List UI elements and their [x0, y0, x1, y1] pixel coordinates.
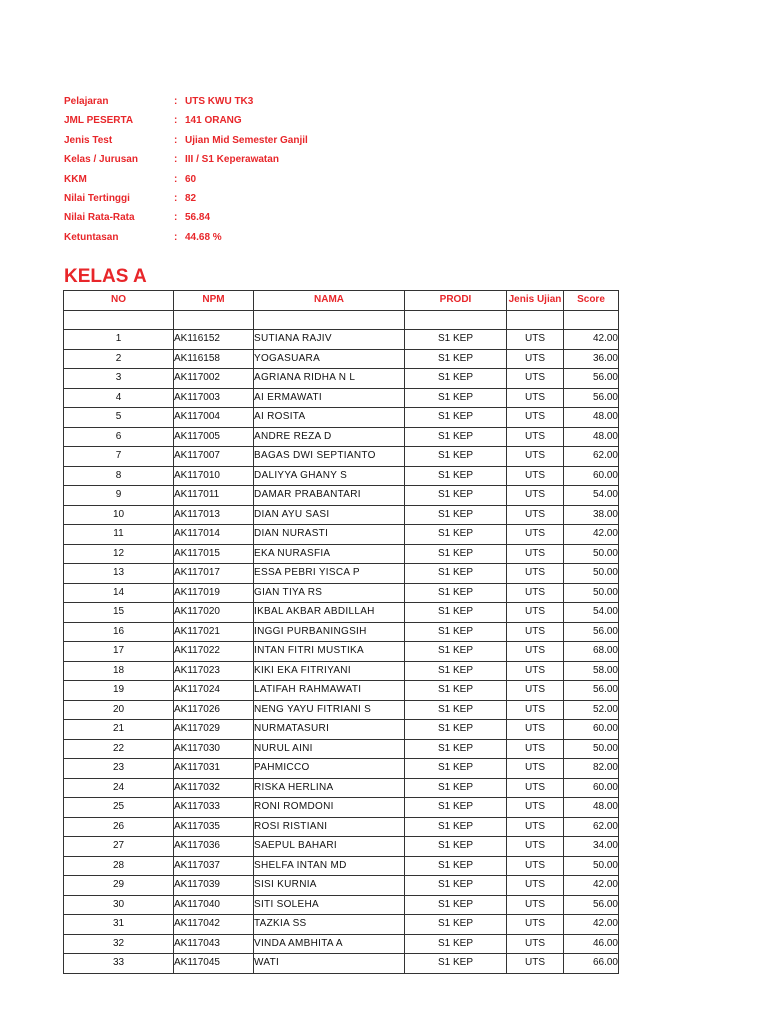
cell-jenis-ujian: UTS	[507, 349, 564, 369]
cell-prodi: S1 KEP	[405, 642, 507, 662]
cell-score: 34.00	[564, 837, 619, 857]
table-row	[64, 408, 619, 428]
cell-no: 32	[64, 934, 174, 954]
table-row	[64, 642, 619, 662]
table-row	[64, 486, 619, 506]
cell-no: 18	[64, 661, 174, 681]
table-row	[64, 778, 619, 798]
cell-npm: AK117037	[174, 856, 254, 876]
cell-score: 48.00	[564, 427, 619, 447]
cell-no: 19	[64, 681, 174, 701]
cell-score: 42.00	[564, 525, 619, 545]
cell-nama: INGGI PURBANINGSIH	[254, 622, 405, 642]
cell-score: 50.00	[564, 739, 619, 759]
info-value: 56.84	[185, 212, 211, 224]
cell-no: 16	[64, 622, 174, 642]
cell-jenis-ujian: UTS	[507, 369, 564, 389]
info-value: 60	[185, 173, 197, 185]
table-row	[64, 603, 619, 623]
table-row	[64, 544, 619, 564]
table-row	[64, 915, 619, 935]
cell-npm: AK117042	[174, 915, 254, 935]
cell-npm: AK117004	[174, 408, 254, 428]
cell-nama: ESSA PEBRI YISCA P	[254, 564, 405, 584]
table-row	[64, 388, 619, 408]
cell-npm: AK117032	[174, 778, 254, 798]
table-row	[64, 622, 619, 642]
cell-nama: DALIYYA GHANY S	[254, 466, 405, 486]
table-row	[64, 759, 619, 779]
cell-nama: VINDA AMBHITA A	[254, 934, 405, 954]
cell-npm: AK117013	[174, 505, 254, 525]
cell-no: 11	[64, 525, 174, 545]
cell-npm: AK117023	[174, 661, 254, 681]
cell-score: 56.00	[564, 369, 619, 389]
cell-jenis-ujian: UTS	[507, 661, 564, 681]
cell-jenis-ujian: UTS	[507, 934, 564, 954]
cell-nama: ROSI RISTIANI	[254, 817, 405, 837]
score-table	[63, 290, 619, 974]
table-body	[64, 310, 619, 973]
cell-prodi: S1 KEP	[405, 915, 507, 935]
cell-no: 1	[64, 330, 174, 350]
cell-score: 50.00	[564, 856, 619, 876]
cell-no: 20	[64, 700, 174, 720]
cell-score: 60.00	[564, 778, 619, 798]
cell-prodi: S1 KEP	[405, 856, 507, 876]
table-row	[64, 330, 619, 350]
cell-prodi: S1 KEP	[405, 895, 507, 915]
cell-score: 66.00	[564, 954, 619, 974]
cell-jenis-ujian: UTS	[507, 564, 564, 584]
table-row	[64, 934, 619, 954]
cell-jenis-ujian: UTS	[507, 915, 564, 935]
table-row	[64, 525, 619, 545]
table-row	[64, 349, 619, 369]
table-row	[64, 427, 619, 447]
cell-nama: RISKA HERLINA	[254, 778, 405, 798]
cell-nama: TAZKIA SS	[254, 915, 405, 935]
cell-jenis-ujian: UTS	[507, 330, 564, 350]
cell-npm: AK116158	[174, 349, 254, 369]
info-row	[64, 131, 308, 150]
cell-prodi: S1 KEP	[405, 759, 507, 779]
cell-prodi: S1 KEP	[405, 934, 507, 954]
info-label: JML PESERTA	[64, 115, 134, 127]
cell-prodi: S1 KEP	[405, 720, 507, 740]
cell-nama: DIAN NURASTI	[254, 525, 405, 545]
table-row	[64, 661, 619, 681]
table-row	[64, 876, 619, 896]
cell-score: 42.00	[564, 915, 619, 935]
cell-no: 6	[64, 427, 174, 447]
exam-info	[64, 92, 308, 247]
cell-no: 23	[64, 759, 174, 779]
cell-jenis-ujian: UTS	[507, 759, 564, 779]
info-value: 44.68 %	[185, 231, 222, 243]
cell-nama: SITI SOLEHA	[254, 895, 405, 915]
cell-nama: AI ROSITA	[254, 408, 405, 428]
cell-npm: AK117010	[174, 466, 254, 486]
cell-score: 68.00	[564, 642, 619, 662]
cell-score: 56.00	[564, 681, 619, 701]
cell-prodi: S1 KEP	[405, 388, 507, 408]
cell-score: 52.00	[564, 700, 619, 720]
cell-no: 21	[64, 720, 174, 740]
cell-score: 48.00	[564, 798, 619, 818]
table-row	[64, 447, 619, 467]
cell-nama: SUTIANA RAJIV	[254, 330, 405, 350]
table-row	[64, 564, 619, 584]
cell-no: 14	[64, 583, 174, 603]
cell-score: 38.00	[564, 505, 619, 525]
cell-npm: AK117021	[174, 622, 254, 642]
header-jenis-ujian: Jenis Ujian	[507, 291, 564, 311]
spacer-cell	[174, 310, 254, 330]
cell-npm: AK117005	[174, 427, 254, 447]
cell-score: 56.00	[564, 388, 619, 408]
cell-jenis-ujian: UTS	[507, 642, 564, 662]
info-label: Jenis Test	[64, 134, 113, 146]
cell-npm: AK117026	[174, 700, 254, 720]
info-row	[64, 189, 308, 208]
table-row	[64, 954, 619, 974]
cell-npm: AK117019	[174, 583, 254, 603]
info-row	[64, 208, 308, 227]
class-title: KELAS A	[64, 266, 147, 287]
table-row	[64, 369, 619, 389]
cell-prodi: S1 KEP	[405, 544, 507, 564]
cell-prodi: S1 KEP	[405, 447, 507, 467]
cell-no: 12	[64, 544, 174, 564]
cell-no: 2	[64, 349, 174, 369]
cell-no: 24	[64, 778, 174, 798]
cell-no: 8	[64, 466, 174, 486]
cell-jenis-ujian: UTS	[507, 954, 564, 974]
cell-npm: AK117002	[174, 369, 254, 389]
cell-nama: NURMATASURI	[254, 720, 405, 740]
info-separator: :	[174, 96, 178, 107]
table-row	[64, 856, 619, 876]
info-separator: :	[174, 154, 178, 166]
cell-score: 56.00	[564, 622, 619, 642]
info-separator: :	[174, 173, 178, 185]
cell-nama: AGRIANA RIDHA N L	[254, 369, 405, 389]
cell-npm: AK117007	[174, 447, 254, 467]
cell-nama: INTAN FITRI MUSTIKA	[254, 642, 405, 662]
table-spacer-row	[64, 310, 619, 330]
table-row	[64, 720, 619, 740]
cell-no: 31	[64, 915, 174, 935]
cell-score: 62.00	[564, 817, 619, 837]
cell-score: 82.00	[564, 759, 619, 779]
info-row	[64, 228, 308, 247]
cell-jenis-ujian: UTS	[507, 895, 564, 915]
cell-jenis-ujian: UTS	[507, 388, 564, 408]
cell-prodi: S1 KEP	[405, 525, 507, 545]
cell-no: 29	[64, 876, 174, 896]
cell-prodi: S1 KEP	[405, 505, 507, 525]
cell-prodi: S1 KEP	[405, 369, 507, 389]
cell-nama: PAHMICCO	[254, 759, 405, 779]
info-row	[64, 111, 308, 130]
cell-nama: IKBAL AKBAR ABDILLAH	[254, 603, 405, 623]
cell-prodi: S1 KEP	[405, 603, 507, 623]
cell-prodi: S1 KEP	[405, 778, 507, 798]
info-row	[64, 170, 308, 189]
cell-jenis-ujian: UTS	[507, 720, 564, 740]
cell-no: 26	[64, 817, 174, 837]
table-row	[64, 466, 619, 486]
cell-prodi: S1 KEP	[405, 954, 507, 974]
info-separator: :	[174, 231, 178, 243]
table-header-row	[64, 291, 619, 311]
cell-score: 42.00	[564, 330, 619, 350]
header-nama: NAMA	[254, 291, 405, 311]
info-separator: :	[174, 192, 178, 204]
info-label: Ketuntasan	[64, 231, 119, 243]
cell-jenis-ujian: UTS	[507, 778, 564, 798]
cell-prodi: S1 KEP	[405, 817, 507, 837]
cell-jenis-ujian: UTS	[507, 408, 564, 428]
cell-npm: AK117035	[174, 817, 254, 837]
cell-prodi: S1 KEP	[405, 408, 507, 428]
table-row	[64, 817, 619, 837]
spacer-cell	[64, 310, 174, 330]
cell-jenis-ujian: UTS	[507, 525, 564, 545]
info-separator: :	[174, 212, 178, 224]
cell-npm: AK117036	[174, 837, 254, 857]
cell-score: 54.00	[564, 486, 619, 506]
spacer-cell	[564, 310, 619, 330]
table-row	[64, 583, 619, 603]
cell-nama: ANDRE REZA D	[254, 427, 405, 447]
cell-jenis-ujian: UTS	[507, 447, 564, 467]
cell-jenis-ujian: UTS	[507, 603, 564, 623]
cell-prodi: S1 KEP	[405, 837, 507, 857]
cell-jenis-ujian: UTS	[507, 876, 564, 896]
cell-nama: NENG YAYU FITRIANI S	[254, 700, 405, 720]
cell-npm: AK117033	[174, 798, 254, 818]
cell-npm: AK117040	[174, 895, 254, 915]
cell-jenis-ujian: UTS	[507, 681, 564, 701]
info-value: UTS KWU TK3	[185, 96, 254, 107]
cell-jenis-ujian: UTS	[507, 837, 564, 857]
info-label: Nilai Tertinggi	[64, 192, 130, 204]
cell-nama: SISI KURNIA	[254, 876, 405, 896]
cell-npm: AK117043	[174, 934, 254, 954]
info-label: Kelas / Jurusan	[64, 154, 138, 166]
info-value: Ujian Mid Semester Ganjil	[185, 134, 308, 146]
cell-jenis-ujian: UTS	[507, 739, 564, 759]
cell-prodi: S1 KEP	[405, 349, 507, 369]
spacer-cell	[254, 310, 405, 330]
cell-nama: KIKI EKA FITRIYANI	[254, 661, 405, 681]
cell-prodi: S1 KEP	[405, 681, 507, 701]
cell-npm: AK117024	[174, 681, 254, 701]
cell-score: 54.00	[564, 603, 619, 623]
cell-no: 25	[64, 798, 174, 818]
cell-prodi: S1 KEP	[405, 876, 507, 896]
cell-no: 10	[64, 505, 174, 525]
cell-jenis-ujian: UTS	[507, 466, 564, 486]
cell-no: 9	[64, 486, 174, 506]
cell-nama: DAMAR PRABANTARI	[254, 486, 405, 506]
table-row	[64, 798, 619, 818]
header-score: Score	[564, 291, 619, 311]
header-prodi: PRODI	[405, 291, 507, 311]
cell-nama: GIAN TIYA RS	[254, 583, 405, 603]
cell-score: 60.00	[564, 466, 619, 486]
table-row	[64, 505, 619, 525]
cell-score: 56.00	[564, 895, 619, 915]
info-value: III / S1 Keperawatan	[185, 154, 279, 166]
cell-no: 30	[64, 895, 174, 915]
cell-nama: BAGAS DWI SEPTIANTO	[254, 447, 405, 467]
cell-nama: SAEPUL BAHARI	[254, 837, 405, 857]
cell-prodi: S1 KEP	[405, 622, 507, 642]
cell-npm: AK117022	[174, 642, 254, 662]
cell-no: 13	[64, 564, 174, 584]
cell-npm: AK117029	[174, 720, 254, 740]
cell-jenis-ujian: UTS	[507, 700, 564, 720]
table-row	[64, 681, 619, 701]
cell-nama: SHELFA INTAN MD	[254, 856, 405, 876]
cell-npm: AK117015	[174, 544, 254, 564]
cell-nama: YOGASUARA	[254, 349, 405, 369]
header-npm: NPM	[174, 291, 254, 311]
cell-nama: RONI ROMDONI	[254, 798, 405, 818]
table-row	[64, 895, 619, 915]
info-label: KKM	[64, 173, 87, 185]
cell-no: 33	[64, 954, 174, 974]
cell-prodi: S1 KEP	[405, 700, 507, 720]
cell-jenis-ujian: UTS	[507, 427, 564, 447]
cell-npm: AK117030	[174, 739, 254, 759]
cell-npm: AK117020	[174, 603, 254, 623]
spacer-cell	[405, 310, 507, 330]
cell-npm: AK117031	[174, 759, 254, 779]
cell-nama: LATIFAH RAHMAWATI	[254, 681, 405, 701]
cell-prodi: S1 KEP	[405, 427, 507, 447]
cell-nama: EKA NURASFIA	[254, 544, 405, 564]
cell-no: 17	[64, 642, 174, 662]
cell-nama: NURUL AINI	[254, 739, 405, 759]
cell-prodi: S1 KEP	[405, 739, 507, 759]
cell-score: 42.00	[564, 876, 619, 896]
cell-no: 15	[64, 603, 174, 623]
cell-score: 36.00	[564, 349, 619, 369]
cell-prodi: S1 KEP	[405, 564, 507, 584]
info-label: Pelajaran	[64, 96, 109, 107]
cell-prodi: S1 KEP	[405, 330, 507, 350]
cell-npm: AK117017	[174, 564, 254, 584]
cell-no: 22	[64, 739, 174, 759]
cell-npm: AK117045	[174, 954, 254, 974]
cell-score: 58.00	[564, 661, 619, 681]
cell-nama: AI ERMAWATI	[254, 388, 405, 408]
cell-score: 50.00	[564, 583, 619, 603]
cell-jenis-ujian: UTS	[507, 798, 564, 818]
cell-npm: AK117014	[174, 525, 254, 545]
info-row	[64, 92, 308, 111]
table-row	[64, 837, 619, 857]
cell-no: 27	[64, 837, 174, 857]
cell-no: 3	[64, 369, 174, 389]
cell-jenis-ujian: UTS	[507, 486, 564, 506]
cell-score: 46.00	[564, 934, 619, 954]
info-separator: :	[174, 134, 178, 146]
cell-no: 7	[64, 447, 174, 467]
cell-prodi: S1 KEP	[405, 486, 507, 506]
cell-jenis-ujian: UTS	[507, 583, 564, 603]
cell-jenis-ujian: UTS	[507, 817, 564, 837]
info-value: 141 ORANG	[185, 115, 242, 127]
cell-npm: AK117039	[174, 876, 254, 896]
cell-score: 62.00	[564, 447, 619, 467]
table-row	[64, 700, 619, 720]
cell-score: 50.00	[564, 544, 619, 564]
cell-prodi: S1 KEP	[405, 661, 507, 681]
cell-prodi: S1 KEP	[405, 583, 507, 603]
cell-jenis-ujian: UTS	[507, 856, 564, 876]
cell-npm: AK117003	[174, 388, 254, 408]
cell-npm: AK116152	[174, 330, 254, 350]
cell-no: 5	[64, 408, 174, 428]
cell-jenis-ujian: UTS	[507, 544, 564, 564]
cell-prodi: S1 KEP	[405, 466, 507, 486]
info-value: 82	[185, 192, 197, 204]
info-label: Nilai Rata-Rata	[64, 212, 135, 224]
info-row	[64, 150, 308, 169]
spacer-cell	[507, 310, 564, 330]
cell-score: 48.00	[564, 408, 619, 428]
cell-jenis-ujian: UTS	[507, 622, 564, 642]
cell-nama: WATI	[254, 954, 405, 974]
cell-no: 28	[64, 856, 174, 876]
cell-score: 60.00	[564, 720, 619, 740]
table-row	[64, 739, 619, 759]
cell-score: 50.00	[564, 564, 619, 584]
cell-prodi: S1 KEP	[405, 798, 507, 818]
header-no: NO	[64, 291, 174, 311]
info-separator: :	[174, 115, 178, 127]
cell-npm: AK117011	[174, 486, 254, 506]
cell-no: 4	[64, 388, 174, 408]
cell-nama: DIAN AYU SASI	[254, 505, 405, 525]
cell-jenis-ujian: UTS	[507, 505, 564, 525]
